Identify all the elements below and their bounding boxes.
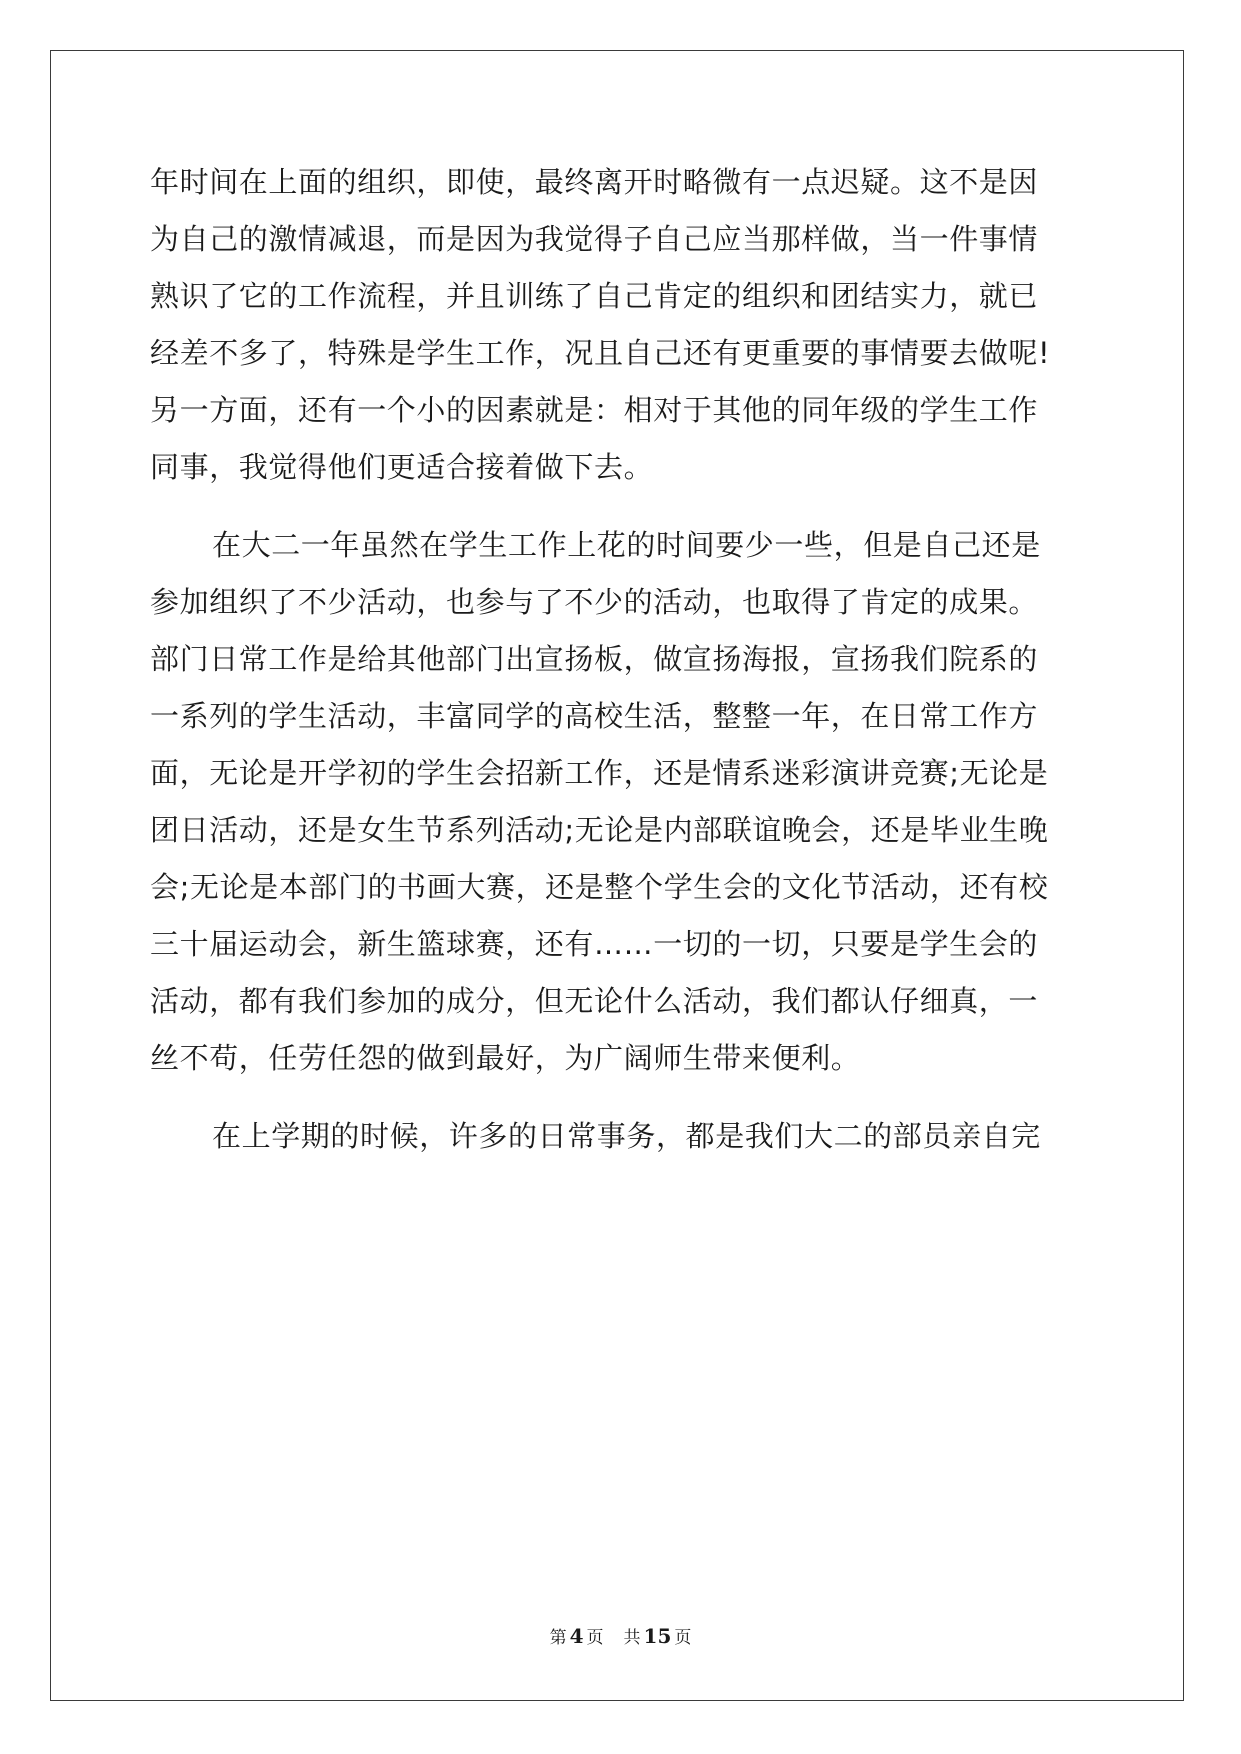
total-prefix: 共 — [623, 1628, 641, 1648]
paragraph-2 — [150, 517, 1100, 1087]
text-line: 参加组织了不少活动，也参与了不少的活动，也取得了肯定的成果。 — [150, 585, 1039, 619]
text-line: 面，无论是开学初的学生会招新工作，还是情系迷彩演讲竞赛;无论是 — [150, 756, 1049, 790]
text-line: 为自己的激情减退，而是因为我觉得子自己应当那样做，当一件事情 — [150, 222, 1039, 256]
text-line: 熟识了它的工作流程，并且训练了自己肯定的组织和团结实力，就已 — [150, 279, 1039, 313]
text-line: 经差不多了，特殊是学生工作，况且自己还有更重要的事情要去做呢! — [150, 336, 1051, 370]
text-line: 团日活动，还是女生节系列活动;无论是内部联谊晚会，还是毕业生晚 — [150, 813, 1049, 847]
text-line: 在上学期的时候，许多的日常事务，都是我们大二的部员亲自完 — [212, 1119, 1041, 1153]
text-line: 另一方面，还有一个小的因素就是：相对于其他的同年级的学生工作 — [150, 393, 1039, 427]
page-prefix: 第 — [549, 1628, 567, 1648]
page-footer — [0, 1623, 1241, 1648]
text-line: 部门日常工作是给其他部门出宣扬板，做宣扬海报，宣扬我们院系的 — [150, 642, 1039, 676]
total-suffix: 页 — [674, 1628, 692, 1648]
text-line: 会;无论是本部门的书画大赛，还是整个学生会的文化节活动，还有校 — [150, 870, 1049, 904]
total-pages: 15 — [643, 1624, 672, 1648]
page-suffix: 页 — [586, 1628, 604, 1648]
text-line: 三十届运动会，新生篮球赛，还有……一切的一切，只要是学生会的 — [150, 927, 1039, 961]
text-line: 活动，都有我们参加的成分，但无论什么活动，我们都认仔细真，一 — [150, 984, 1039, 1018]
text-line: 在大二一年虽然在学生工作上花的时间要少一些，但是自己还是 — [212, 528, 1041, 562]
paragraph-1 — [150, 154, 1100, 496]
text-line: 同事，我觉得他们更适合接着做下去。 — [150, 450, 654, 484]
paragraph-3 — [150, 1108, 1100, 1165]
text-line: 年时间在上面的组织，即使，最终离开时略微有一点迟疑。这不是因 — [150, 165, 1039, 199]
page-number: 4 — [569, 1624, 584, 1648]
text-line: 一系列的学生活动，丰富同学的高校生活，整整一年，在日常工作方 — [150, 699, 1039, 733]
document-body — [150, 154, 1100, 1165]
text-line: 丝不苟，任劳任怨的做到最好，为广阔师生带来便利。 — [150, 1041, 861, 1075]
